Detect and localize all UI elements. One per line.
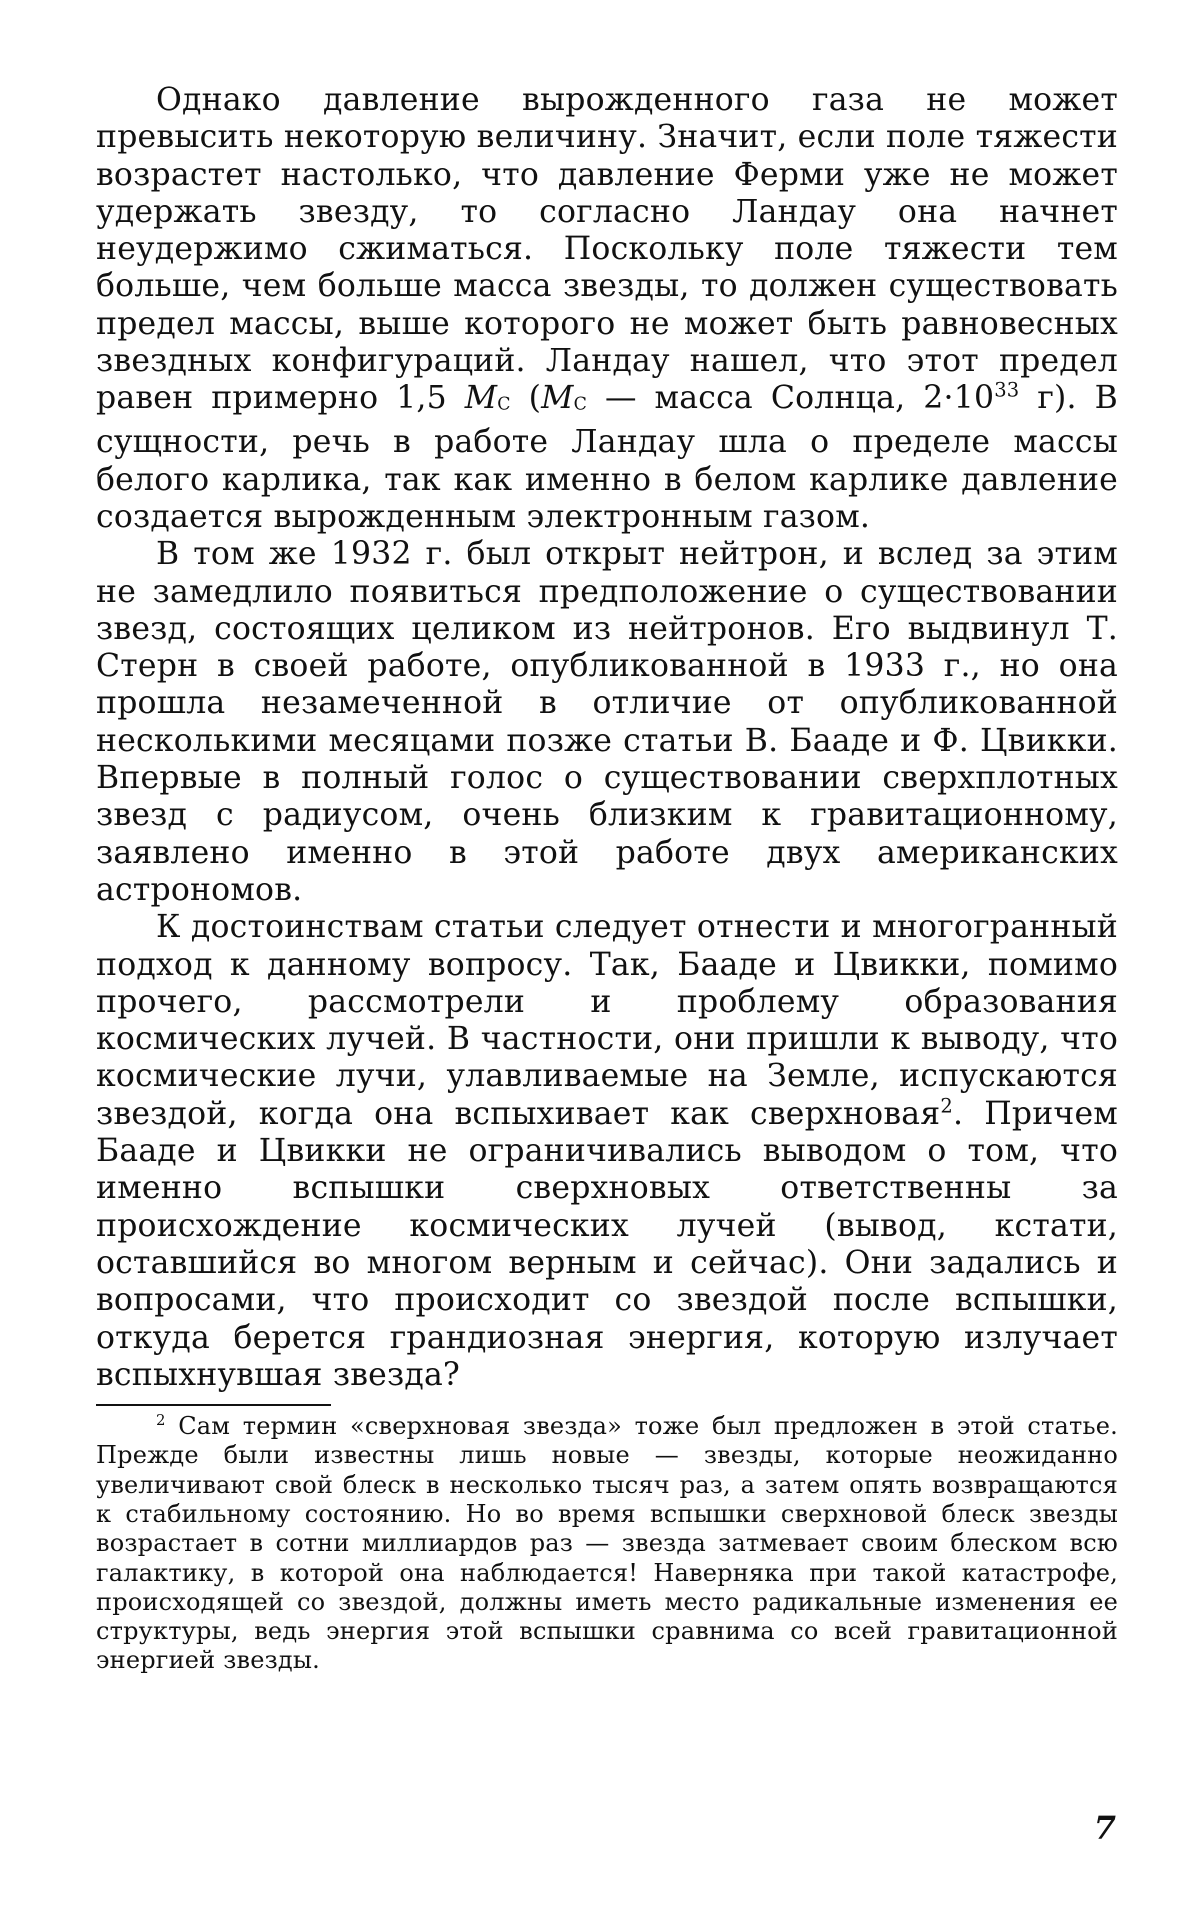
footnote	[96, 1412, 1118, 1676]
page	[96, 82, 1118, 1676]
solar-mass-symbol-2: M	[541, 380, 574, 417]
solar-mass-symbol: M	[464, 380, 498, 417]
footnote-text: $^2$ Сам термин «сверхновая звезда» тоже был предложен в этой статье. Прежде были известны лишь новые — звезды, которые неожиданно увеличивают свой блеск в несколько тысяч раз, а затем опять возвращаются к стабильному состоянию. Но во время вспышки сверхновой блеск звезды возрастает в сотни миллиардов раз — звезда затмевает своим блеском всю галактику, в которой она наблюдается! Наверняка при такой катастрофе, происходящей со звездой, должны иметь место радикальные изменения ее структуры, ведь энергия этой вспышки сравнима со всей гравитационной энергией звезды.	[96, 1411, 1118, 1675]
solar-mass-subscript-2: C	[573, 395, 588, 416]
footnote-divider	[96, 1404, 331, 1406]
footnote-reference[interactable]: 2	[940, 1094, 953, 1118]
exponent: 33	[994, 378, 1020, 402]
paragraph-3: К достоинствам статьи следует отнести и многогранный подход к данному вопросу. Так, Бааде и Цвикки, помимо прочего, рассмотрели и проблему образования космических лучей. В частности, они пришли к выводу, что космические лучи, улавливаемые на Земле, испускаются звездой, когда она вспыхивает как сверхновая$^2$. Причем Бааде и Цвикки не ограничивались выводом о том, что именно вспышки сверхновых ответственны за происхождение космических лучей (вывод, кстати, оставшийся во многом верным и сейчас). Они задались и вопросами, что происходит со звездой после вспышки, откуда берется грандиозная энергия, которую излучает вспыхнувшая звезда?	[96, 909, 1118, 1393]
paragraph-2: В том же 1932 г. был открыт нейтрон, и вслед за этим не замедлило появиться предположение о существовании звезд, состоящих целиком из нейтронов. Его выдвинул Т. Стерн в своей работе, опубликованной в 1933 г., но она прошла незамеченной в отличие от опубликованной несколькими месяцами позже статьи В. Бааде и Ф. Цвикки. Впервые в полный голос о существовании сверхплотных звезд с радиусом, очень близким к гравитационному, заявлено именно в этой работе двух американских астрономов.	[96, 536, 1118, 908]
main-text	[96, 82, 1118, 1394]
footnote-mark: 2	[156, 1411, 166, 1430]
paragraph-1: Однако давление вырожденного газа не может превысить некоторую величину. Значит, если поле тяжести возрастет настолько, что давление Ферми уже не может удержать звезду, то согласно Ландау она начнет неудержимо сжиматься. Поскольку поле тяжести тем больше, чем больше масса звезды, то должен существовать предел массы, выше которого не может быть равновесных звездных конфигураций. Ландау нашел, что этот предел равен примерно 1,5 MC (MC — масса Солнца, $2\cdot 10^{33}$ г). В сущности, речь в работе Ландау шла о пределе массы белого карлика, так как именно в белом карлике давление создается вырожденным электронным газом.	[96, 82, 1119, 535]
solar-mass-subscript: C	[497, 395, 511, 416]
page-number: 7	[1093, 1809, 1116, 1847]
